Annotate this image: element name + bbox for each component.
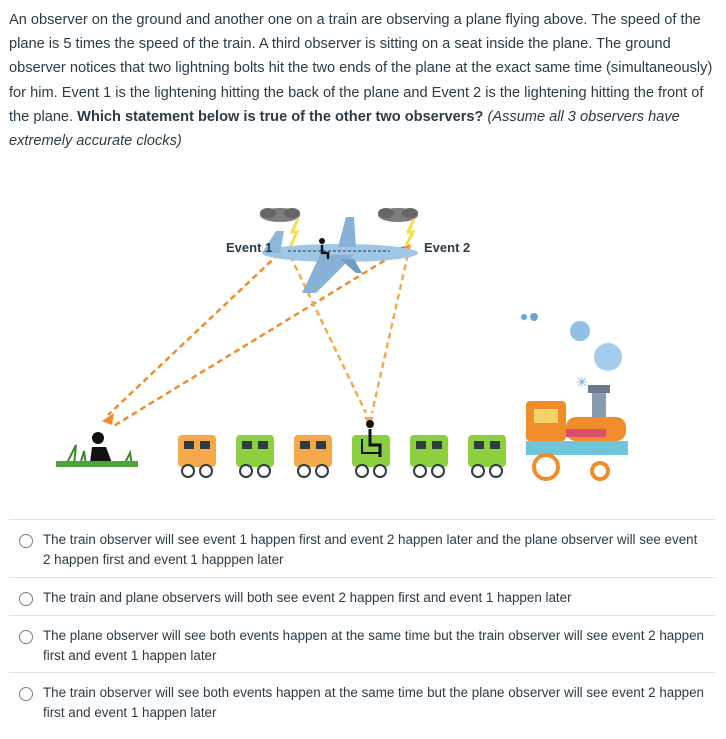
train (178, 385, 628, 479)
train-car-6 (468, 435, 506, 477)
answer-label-1: The train observer will see event 1 happen first and event 2 happen later and the plane observer will see event 2 happen first and event 1 happpen later (43, 532, 698, 567)
answer-label-2: The train and plane observers will both see event 2 happen first and event 1 happen later (43, 590, 572, 605)
answer-option-4[interactable] (9, 672, 715, 729)
event-1-label: Event 1 (226, 240, 273, 255)
locomotive (526, 385, 628, 479)
observers-illustration (40, 195, 640, 505)
question-body: An observer on the ground and another one on a train are observing a plane flying above. The speed of the plane is 5 times the speed of the train. A third observer is sitting on a seat inside the plane. The ground observer notices that two lightning bolts hit the two ends of the plane at the exact same time (simultaneously) for him. Event 1 is the lightening hitting the back of the plane and Event 2 is the lightening hitting the front of the plane. (9, 12, 713, 125)
answer-option-1[interactable] (9, 519, 715, 577)
answer-option-2[interactable] (9, 577, 715, 615)
question-note: (Assume all 3 observers have extremely accurate clocks) (9, 108, 680, 150)
lightning-bolt-1-icon (290, 219, 298, 247)
ground-observer-icon (56, 432, 138, 467)
radio-button-4[interactable] (19, 687, 33, 701)
smoke-icon (521, 313, 622, 391)
question-text (9, 8, 715, 153)
train-car-5 (410, 435, 448, 477)
event-2-label: Event 2 (424, 240, 471, 255)
answer-label-4: The train observer will see both events happen at the same time but the plane observer will see event 2 happen first and event 1 happen later (43, 685, 704, 720)
question-prompt: Which statement below is true of the other two observers? (77, 108, 484, 125)
svg-text:✳: ✳ (576, 375, 588, 391)
radio-button-3[interactable] (19, 630, 33, 644)
light-signal-lines (108, 245, 410, 427)
cloud-left-icon (260, 208, 300, 222)
radio-button-1[interactable] (19, 534, 33, 548)
radio-button-2[interactable] (19, 592, 33, 606)
airplane-icon (262, 217, 418, 293)
train-car-3 (294, 435, 332, 477)
answer-label-3: The plane observer will see both events happen at the same time but the train observer will see event 2 happen first and event 1 happen later (43, 628, 704, 663)
train-car-2 (236, 435, 274, 477)
answer-option-3[interactable] (9, 615, 715, 672)
lightning-bolt-2-icon (406, 219, 414, 245)
answer-options (9, 519, 715, 729)
train-car-1 (178, 435, 216, 477)
